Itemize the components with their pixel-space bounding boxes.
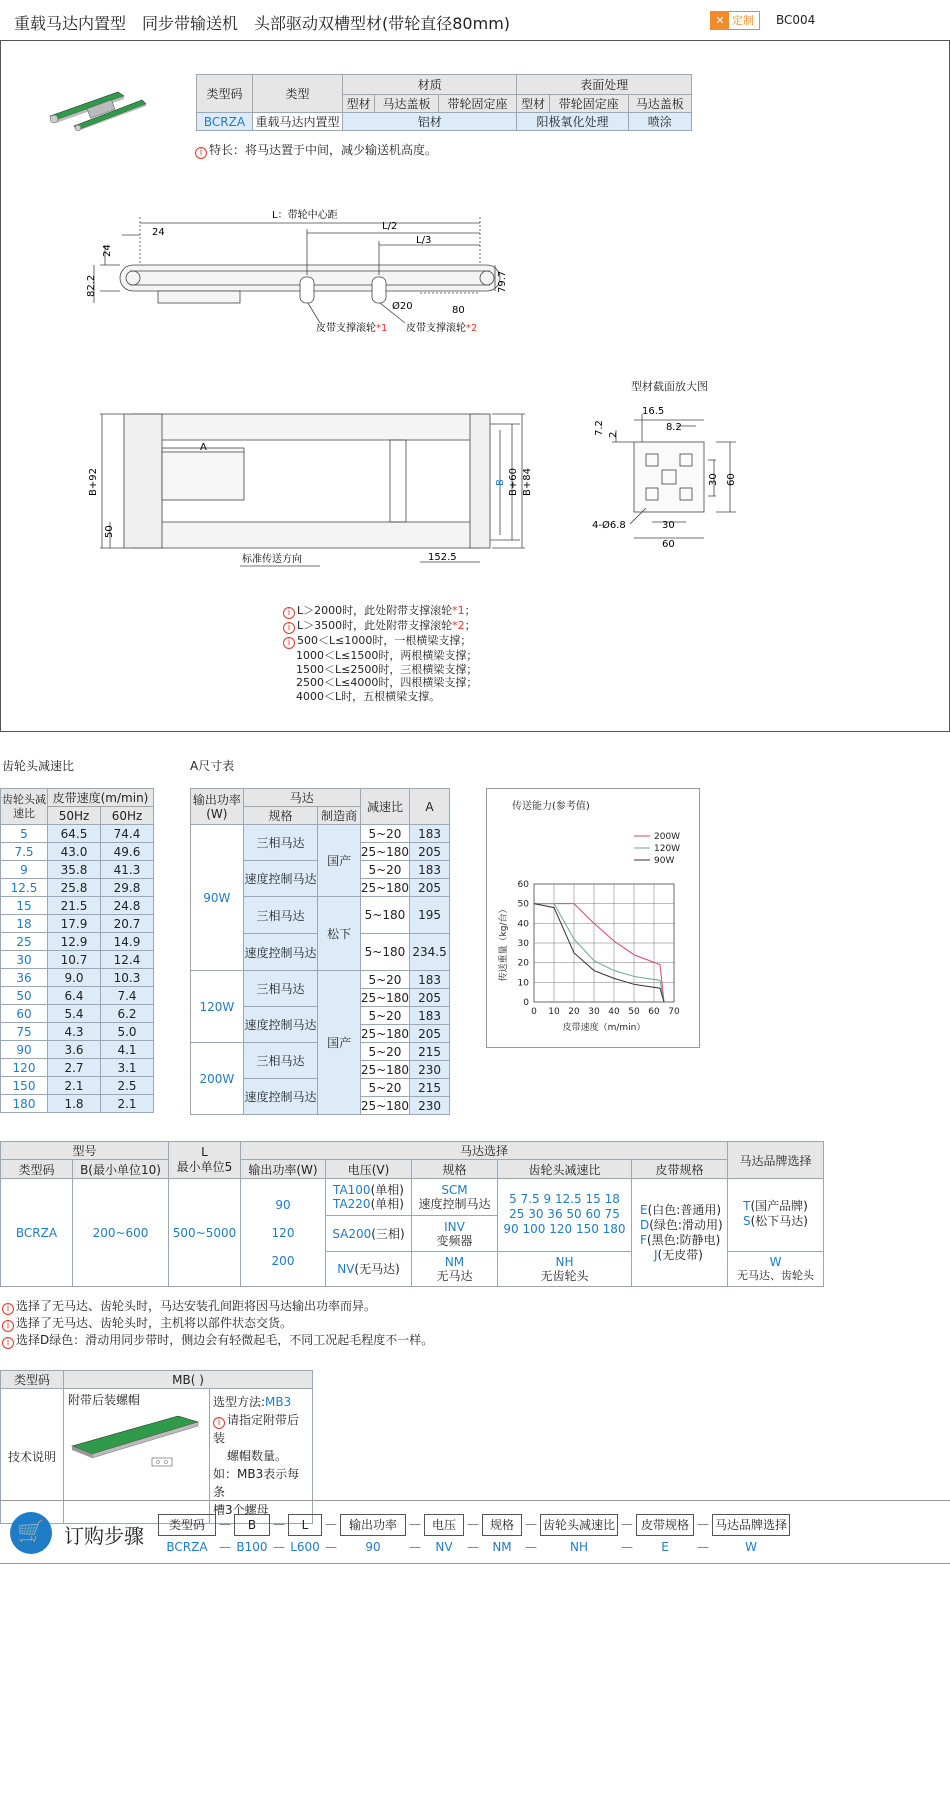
dim-50: 50 [104,525,115,538]
gear-row [1,987,154,1005]
custom-icon: ✕ [711,12,729,29]
spec-surface1: 阳极氧化处理 [517,113,628,131]
order-step-label: B [234,1514,270,1536]
dim-l: L：带轮中心距 [272,210,338,221]
roller2-label: 皮带支撑滚轮 [406,323,466,334]
roller1-label: 皮带支撑滚轮 [316,323,376,334]
gear-row [1,933,154,951]
order-note: i 选择了无马达、齿轮头时，主机将以部件状态交货。 [2,1315,433,1332]
y-tick-label: 50 [517,899,529,910]
gear-ratio: 18 [1,915,48,933]
gear-speed: 6.2 [100,1005,153,1023]
spec-h-code: 类型码 [197,75,253,113]
order-step-dash: — [467,1540,479,1554]
a-table-title: A尺寸表 [190,759,235,773]
gear-row [1,861,154,879]
condition-item: i L＞3500时，此处附带支撑滚轮*2； [283,619,477,634]
gear-ratio: 150 [1,1077,48,1095]
order-note: i 选择D绿色：滑动用同步带时，侧边会有轻微起毛，不同工况起毛程度不一样。 [2,1332,433,1349]
gear-speed: 2.5 [100,1077,153,1095]
roller2-mark: *2 [466,323,478,334]
legend-label: 120W [654,844,681,854]
spec-sub: 型材 [343,95,375,113]
spec-sub: 带轮固定座 [438,95,517,113]
gear-ratio: 30 [1,951,48,969]
gear-speed: 17.9 [48,915,101,933]
gear-speed: 5.0 [100,1023,153,1041]
gear-speed: 10.7 [48,951,101,969]
gear-ratio: 180 [1,1095,48,1113]
gear-speed: 24.8 [100,897,153,915]
order-step-value: NH [570,1540,588,1554]
x-tick-label: 50 [628,1007,640,1017]
order-step-dash: — [697,1517,709,1531]
gear-speed: 1.8 [48,1095,101,1113]
gear-speed: 43.0 [48,843,101,861]
gear-table-title: 齿轮头减速比 [2,759,75,773]
gear-speed: 10.3 [100,969,153,987]
gear-row [1,1059,154,1077]
order-step-dash: — [697,1540,709,1554]
y-tick-label: 10 [517,978,529,989]
order-step-value: E [661,1540,669,1554]
gear-speed: 2.1 [100,1095,153,1113]
order-step-dash: — [525,1540,537,1554]
gear-speed: 25.8 [48,879,101,897]
gear-speed: 5.4 [48,1005,101,1023]
gear-ratio: 90 [1,1041,48,1059]
order-step-value: NM [492,1540,512,1554]
gear-speed: 21.5 [48,897,101,915]
gear-speed: 3.6 [48,1041,101,1059]
dim-822: 82.2 [86,274,97,297]
order-step-label: 马达品牌选择 [712,1514,790,1536]
gear-ratio: 120 [1,1059,48,1077]
x-axis-label: 皮带速度（m/min） [562,1023,646,1033]
gear-speed: 9.0 [48,969,101,987]
condition-item: 4000＜L时，五根横梁支撑。 [296,689,441,703]
order-step-dash: — [409,1517,421,1531]
condition-item: 1000＜L≤1500时，两根横梁支撑； [296,649,478,662]
gear-row [1,1005,154,1023]
gear-speed: 2.7 [48,1059,101,1077]
gear-row [1,1095,154,1113]
spec-surface2: 喷涂 [628,113,691,131]
gear-speed: 74.4 [100,825,153,843]
order-step-dash: — [621,1540,633,1554]
condition-item: 2500＜L≤4000时，四根横梁支撑； [296,676,478,689]
x-tick-label: 60 [648,1007,660,1017]
gear-speed: 49.6 [100,843,153,861]
dim-24a: 24 [152,227,165,238]
custom-badge[interactable]: ✕ 定制 [710,11,760,30]
section-title: 型材截面放大图 [631,380,708,393]
info-icon: i [195,147,207,159]
order-step-label: 皮带规格 [636,1514,694,1536]
order-step-value: L600 [290,1540,320,1554]
order-step-label: 类型码 [158,1514,216,1536]
spec-sub: 型材 [517,95,549,113]
spec-h-material: 材质 [343,75,517,95]
spec-sub: 马达盖板 [628,95,691,113]
order-step-dash: — [525,1517,537,1531]
gear-speed: 12.4 [100,951,153,969]
spec-material: 铝材 [343,113,517,131]
gear-speed: 2.1 [48,1077,101,1095]
y-tick-label: 0 [523,998,529,1008]
x-tick-label: 20 [568,1007,580,1017]
gear-ratio: 12.5 [1,879,48,897]
sec-60a: 60 [726,473,737,486]
order-steps-title: 订购步骤 [64,1524,144,1548]
product-code: BC004 [776,13,816,27]
series-line-90W [534,904,664,1002]
dim-797: 79.7 [497,270,508,293]
gear-speed: 7.4 [100,987,153,1005]
spec-h-surface: 表面处理 [517,75,692,95]
conditions-list [283,604,477,703]
order-step-label: L [288,1514,322,1536]
order-notes [2,1298,433,1349]
condition-item: 1500＜L≤2500时，三根横梁支撑； [296,662,478,676]
order-step-dash: — [219,1540,231,1554]
gear-speed: 41.3 [100,861,153,879]
gear-ratio: 9 [1,861,48,879]
feature-note: i 特长：将马达置于中间，减少输送机高度。 [195,141,437,159]
series-line-200W [534,904,664,1002]
spec-sub: 带轮固定座 [549,95,628,113]
dim-l3: L/3 [416,235,432,246]
dim-20: Ø20 [392,301,413,312]
roller1-mark: *1 [376,323,388,334]
order-step-value: BCRZA [166,1540,208,1554]
spec-table [196,74,692,131]
sec-60b: 60 [662,539,675,550]
spec-code: BCRZA [197,113,253,131]
gear-row [1,1041,154,1059]
y-tick-label: 60 [517,880,529,890]
y-tick-label: 20 [517,958,529,969]
gear-row [1,969,154,987]
spec-type: 重载马达内置型 [253,113,343,131]
dim-1525: 152.5 [428,552,457,563]
gear-row [1,879,154,897]
option-table: 类型码 MB( ) 技术说明 附带后装螺帽 选型方法:MB3 i 请指定附带后装 螺帽数量。 如：MB3表示每条 槽3个螺母 [0,1370,313,1524]
gear-speed: 64.5 [48,825,101,843]
gear-speed: 3.1 [100,1059,153,1077]
order-step-dash: — [273,1517,285,1531]
gear-ratio: 15 [1,897,48,915]
gear-speed: 14.9 [100,933,153,951]
gear-ratio: 5 [1,825,48,843]
sec-165: 16.5 [642,406,665,417]
order-step-dash: — [621,1517,633,1531]
chart-title: 传送能力(参考值) [512,801,590,812]
order-note: i 选择了无马达、齿轮头时，马达安装孔间距将因马达输出功率而异。 [2,1298,433,1315]
order-step-label: 电压 [424,1514,464,1536]
sec-68: 4-Ø6.8 [592,520,626,531]
gear-table: 齿轮头减速比 皮带速度(m/min) 50Hz 60Hz 5 64.5 74.4 7.5 43.0 49.6 9 35.8 41.3 12.5 25.8 29.8 15 21.5 24.8 18 17.9 20.7 25 12.9 14.9 30 10.7 12.4 36 9.0 10.3 50 6.4 7.4 60 5.4 6.2 75 4.3 5.0 90 3.6 4.1 120 2.7 3.1 150 2.1 2.5 180 1.8 2.1 [0,788,154,1113]
sec-72: 7.2 [594,420,605,436]
condition-item: i L＞2000时，此处附带支撑滚轮*1； [283,604,477,619]
series-line-120W [534,904,664,1002]
gear-row [1,897,154,915]
a-table: 输出功率(W) 马达 减速比 A 规格 制造商 90W 三相马达 国产 5~20 183 25~180 205 速度控制马达 5~20 183 25~180 205 三相马达 松下 5~180 195 速度控制马达 5~180 234.5 120W 三相马达 国产 5~20 183 25~180 205 速度控制马达 5~20 183 25~180 205 200W 三相马达 5~20 215 25~180 230 速度控制马达 5~20 215 25~180 230 [190,788,450,1115]
spec-sub: 马达盖板 [375,95,438,113]
direction-label: 标准传送方向 [242,554,302,565]
dim-a: A [200,442,207,453]
order-step-dash: — [325,1540,337,1554]
dim-24b: 24 [102,244,113,257]
gear-speed: 12.9 [48,933,101,951]
dim-b92: B+92 [88,468,99,496]
order-step-dash: — [219,1517,231,1531]
x-tick-label: 40 [608,1007,620,1017]
gear-speed: 6.4 [48,987,101,1005]
order-steps [158,1514,948,1554]
order-step-dash: — [467,1517,479,1531]
gear-speed: 35.8 [48,861,101,879]
gear-row [1,843,154,861]
cart-icon: 🛒 [10,1512,52,1554]
legend-label: 200W [654,832,681,842]
dim-80: 80 [452,305,465,316]
order-step-label: 规格 [482,1514,522,1536]
dim-b60: B+60 [508,468,519,496]
dim-l2: L/2 [382,221,398,232]
nut-belt-image [68,1408,204,1470]
top-view-drawing [80,400,540,575]
x-tick-label: 30 [588,1007,600,1017]
gear-speed: 20.7 [100,915,153,933]
gear-row [1,1077,154,1095]
gear-speed: 29.8 [100,879,153,897]
order-step-value: W [745,1540,757,1554]
order-step-value: 90 [365,1540,381,1554]
order-step-label: 输出功率 [340,1514,406,1536]
y-tick-label: 30 [517,939,529,949]
capacity-chart [486,788,700,1048]
sec-30a: 30 [708,473,719,486]
x-tick-label: 0 [531,1007,537,1017]
dim-b: B [495,479,506,486]
order-step-label: 齿轮头减速比 [540,1514,618,1536]
y-tick-label: 40 [517,919,529,930]
order-step-dash: — [409,1540,421,1554]
order-step-dash: — [325,1517,337,1531]
sec-2: 2 [608,431,619,438]
y-axis-label: 传送重量（kg/台） [499,904,509,982]
condition-item: i 500＜L≤1000时，一根横梁支撑； [283,634,477,649]
gear-row [1,1023,154,1041]
gear-speed: 4.1 [100,1041,153,1059]
order-step-value: B100 [236,1540,268,1554]
sec-30b: 30 [662,520,675,531]
gear-ratio: 60 [1,1005,48,1023]
product-image [48,86,148,131]
order-step-value: NV [435,1540,453,1554]
order-step-dash: — [273,1540,285,1554]
legend-label: 90W [654,856,675,866]
gear-ratio: 25 [1,933,48,951]
dim-b84: B+84 [522,468,533,496]
gear-ratio: 75 [1,1023,48,1041]
gear-row [1,915,154,933]
gear-speed: 4.3 [48,1023,101,1041]
page-title: 重载马达内置型 同步带输送机 头部驱动双槽型材(带轮直径80mm) [14,14,511,33]
gear-ratio: 36 [1,969,48,987]
gear-row [1,825,154,843]
sec-82: 8.2 [666,422,682,433]
x-tick-label: 70 [668,1007,680,1017]
gear-row [1,951,154,969]
gear-ratio: 7.5 [1,843,48,861]
section-drawing [590,400,750,550]
order-table: 型号 L 最小单位5 马达选择 马达品牌选择 类型码 B(最小单位10) 输出功率(W) 电压(V) 规格 齿轮头减速比 皮带规格 BCRZA 200~600 500~5000 90 120 200 TA100(单相) TA220(单相) SA200(三相) NV(无马达) SCM 速度控制马达 INV 变频器 NM 无马达 5 7.5 9 12.5 15 18 25 30 36 50 60 75 90 100 120 150 180 NH 无齿轮头 E(白色:普通用) D(绿色:滑动用) F(黑色:防静电) J(无皮带) T(国产品牌) S(松下马达) W 无马达、齿轮头 [0,1141,824,1287]
spec-h-type: 类型 [253,75,343,113]
gear-ratio: 50 [1,987,48,1005]
side-view-drawing [80,205,520,340]
x-tick-label: 10 [548,1007,560,1017]
